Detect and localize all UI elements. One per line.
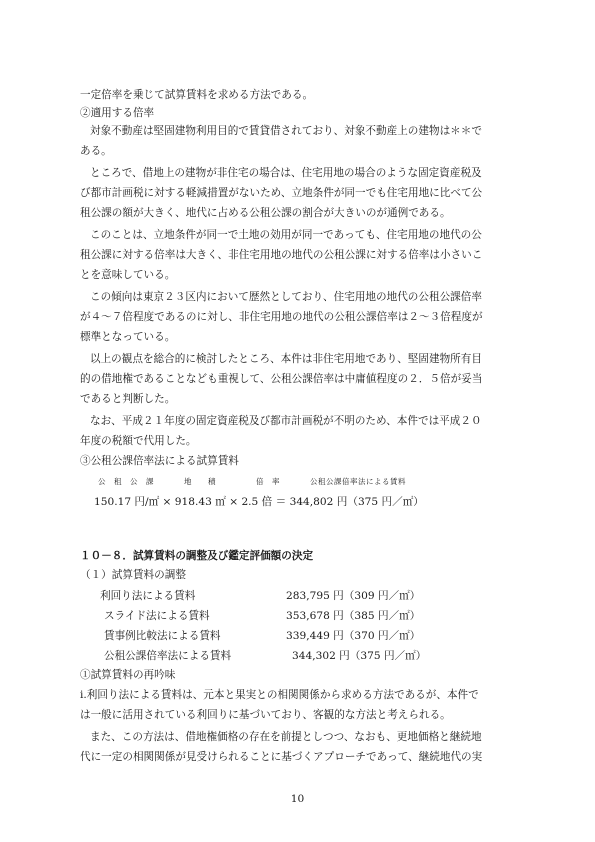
rent-method-label: スライド法による賃料 [104,610,210,622]
body-line: 的の借地権であることなども重視して、公租公課倍率は中庸値程度の２．５倍が妥当 [80,373,483,385]
page-number: 10 [290,793,305,805]
sub-heading: （１）試算賃料の調整 [80,569,186,581]
body-line: び都市計画税に対する軽減措置がないため、立地条件が同一でも住宅用地に比べて公 [80,187,483,199]
rent-method-value: 344,302 円（375 円／㎡） [292,650,427,662]
body-line: このことは、立地条件が同一で土地の効用が同一であっても、住宅用地の地代の公 [90,229,482,241]
body-line: ところで、借地上の建物が非住宅の場合は、住宅用地の場合のような固定資産税及 [90,167,482,179]
body-line: また、この方法は、借地権価格の存在を前提としつつ、なおも、更地価格と継続地 [90,731,482,743]
rent-method-value: 283,795 円（309 円／㎡） [286,590,421,602]
body-line: 年度の税額で代用した。 [80,435,197,447]
rent-method-label: 公租公課倍率法による賃料 [104,650,232,662]
body-line: この傾向は東京２３区内において歴然としており、住宅用地の地代の公租公課倍率 [90,291,482,303]
body-line: 租公課に対する倍率は大きく、非住宅用地の地代の公租公課に対する倍率は小さいこ [80,249,483,261]
body-line: 標準となっている。 [80,331,176,343]
body-line: が４～７倍程度であるのに対し、非住宅用地の地代の公租公課倍率は２～３倍程度が [80,311,483,323]
subheading-trial-rent: ③公租公課倍率法による試算賃料 [80,455,239,467]
body-line: なお、平成２１年度の固定資産税及び都市計画税が不明のため、本件では平成２０ [90,415,482,427]
formula-header: 倍 率 [256,477,280,486]
subheading-review: ①試算賃料の再吟味 [80,669,176,681]
body-line: 以上の観点を総合的に検討したところ、本件は非住宅用地であり、堅固建物所有目 [90,353,482,365]
formula-header: 公租公課倍率法による賃料 [310,477,406,486]
body-line: であると判断した。 [80,393,176,405]
rent-method-value: 339,449 円（370 円／㎡） [286,630,421,642]
rent-method-label: 利回り法による賃料 [100,590,196,602]
body-line: 対象不動産は堅固建物利用目的で賃貸借されており、対象不動産上の建物は＊＊で [90,125,482,137]
body-line: とを意味している。 [80,269,176,281]
body-line: 租公課の額が大きく、地代に占める公租公課の割合が大きいのが通例である。 [80,207,451,219]
body-line: 一定倍率を乗じて試算賃料を求める方法である。 [80,89,314,101]
formula-header: 公 租 公 課 [98,477,154,486]
section-heading: １０－８．試算賃料の調整及び鑑定評価額の決定 [80,550,314,562]
body-line: 代に一定の相関関係が見受けられることに基づくアプローチであって、継続地代の実 [80,751,483,763]
rent-method-value: 353,678 円（385 円／㎡） [286,610,421,622]
rent-method-label: 賃事例比較法による賃料 [104,630,221,642]
body-line: ⅰ.利回り法による賃料は、元本と果実との相関関係から求める方法であるが、本件で [80,689,479,701]
body-line: は一般に活用されている利回りに基づいており、客観的な方法と考えられる。 [80,709,451,721]
subheading-ratio: ②適用する倍率 [80,107,155,119]
formula-header: 地 積 [184,477,216,486]
body-line: ある。 [80,145,112,157]
formula-expression: 150.17 円/㎡ × 918.43 ㎡ × 2.5 倍 ＝ 344,802 円（375 円／㎡） [94,496,424,508]
